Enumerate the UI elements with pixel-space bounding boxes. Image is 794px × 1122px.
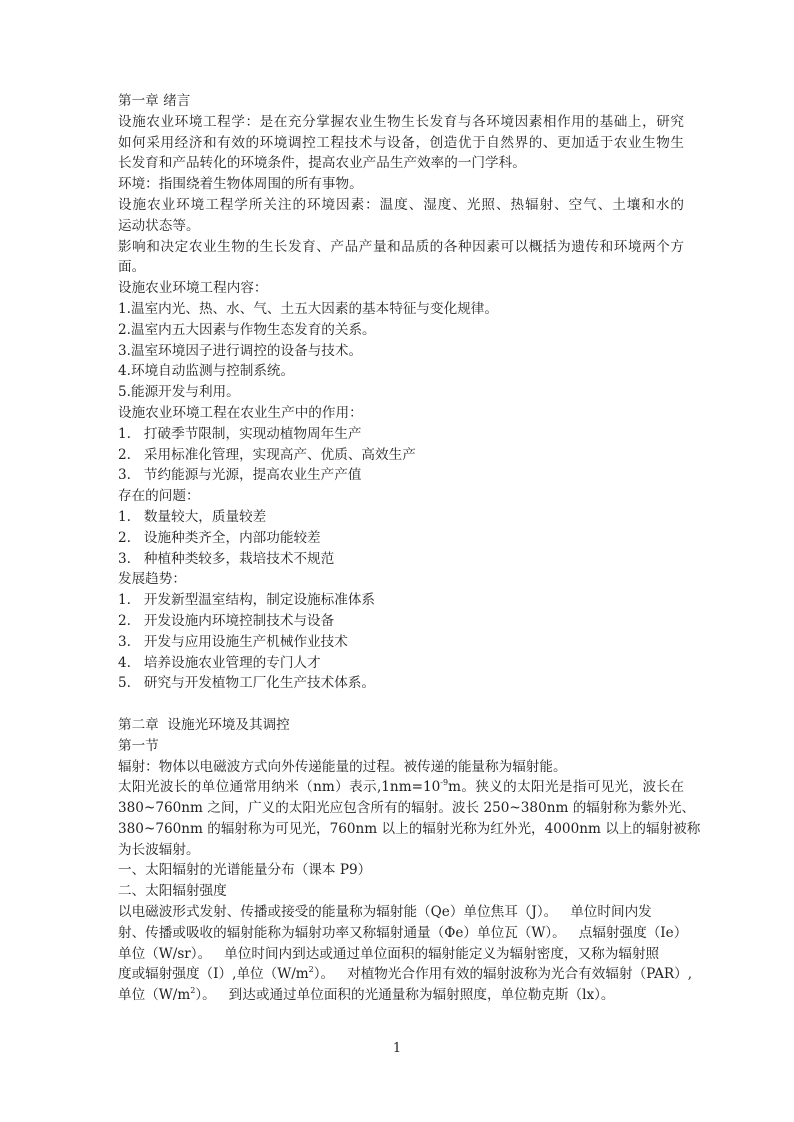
text-line: 射、传播或吸收的辐射能称为辐射功率又称辐射通量（Φe）单位瓦（W）。 点辐射强度（Ie） bbox=[118, 924, 688, 941]
list-item: 5.能源开发与利用。 bbox=[118, 384, 240, 401]
text-line bbox=[118, 777, 684, 798]
text-line: 以电磁波形式发射、传播或接受的能量称为辐射能（Qe）单位焦耳（J）。 单位时间内发 bbox=[118, 904, 652, 921]
superscript: -9 bbox=[440, 778, 449, 788]
list-item: 3. 种植种类较多，栽培技术不规范 bbox=[118, 550, 335, 567]
text-line: 环境：指围绕着生物体周围的所有事物。 bbox=[118, 176, 363, 193]
list-item: 1. 数量较大，质量较差 bbox=[118, 508, 267, 525]
text-line bbox=[118, 964, 693, 985]
section-title: 第一节 bbox=[118, 737, 159, 754]
text-segment: 度或辐射强度（I）,单位（W/m bbox=[118, 966, 309, 983]
text-line: 辐射：物体以电磁波方式向外传递能量的过程。被传递的能量称为辐射能。 bbox=[118, 758, 567, 775]
text-line: 长发育和产品转化的环境条件，提高农业产品生产效率的一门学科。 bbox=[118, 155, 526, 172]
text-line: 单位（W/sr）。 单位时间内到达或通过单位面积的辐射能定义为辐射密度，又称为辐射照 bbox=[118, 945, 660, 962]
text-line: 为长波辐射。 bbox=[118, 841, 200, 858]
chapter-1-title: 第一章 绪言 bbox=[118, 93, 191, 109]
list-item: 2.温室内五大因素与作物生态发育的关系。 bbox=[118, 321, 376, 338]
page-number: 1 bbox=[392, 1041, 402, 1056]
text-segment: 太阳光波长的单位通常用纳米（nm）表示,1nm=10 bbox=[118, 779, 441, 796]
document-page bbox=[118, 91, 701, 1006]
text-line: 影响和决定农业生物的生长发育、产品产量和品质的各种因素可以概括为遗传和环境两个方 bbox=[118, 238, 684, 255]
text-segment: 单位（W/m bbox=[118, 987, 191, 1004]
text-line: 设施农业环境工程学所关注的环境因素：温度、湿度、光照、热辐射、空气、土壤和水的 bbox=[118, 196, 684, 213]
text-line: 380~760nm 的辐射称为可见光，760nm 以上的辐射光称为红外光，4000nm 以上的辐射被称 bbox=[118, 820, 701, 837]
list-item: 3. 开发与应用设施生产机械作业技术 bbox=[118, 633, 348, 650]
list-item: 1.温室内光、热、水、气、土五大因素的基本特征与变化规律。 bbox=[118, 300, 498, 317]
list-item: 1. 打破季节限制，实现动植物周年生产 bbox=[118, 425, 362, 442]
superscript: 2 bbox=[308, 965, 314, 975]
text-line: 运动状态等。 bbox=[118, 217, 200, 234]
list-item: 2. 设施种类齐全，内部功能较差 bbox=[118, 529, 321, 546]
text-line: 380~760nm 之间，广义的太阳光应包含所有的辐射。波长 250~380nm 的辐射称为紫外光、 bbox=[118, 800, 696, 817]
list-item: 4.环境自动监测与控制系统。 bbox=[118, 363, 295, 380]
list-item: 3. 节约能源与光源，提高农业生产产值 bbox=[118, 467, 362, 484]
list-item: 4. 培养设施农业管理的专门人才 bbox=[118, 654, 321, 671]
text-line: 发展趋势： bbox=[118, 571, 186, 588]
text-line: 设施农业环境工程内容： bbox=[118, 280, 268, 297]
list-item: 1. 开发新型温室结构，制定设施标准体系 bbox=[118, 592, 376, 609]
text-line: 面。 bbox=[118, 259, 146, 276]
list-item: 2. 开发设施内环境控制技术与设备 bbox=[118, 612, 335, 629]
list-item: 3.温室环境因子进行调控的设备与技术。 bbox=[118, 342, 363, 359]
heading-2: 二、太阳辐射强度 bbox=[118, 883, 227, 900]
text-line bbox=[118, 985, 684, 1006]
spacer bbox=[118, 694, 684, 715]
text-segment: ）。 对植物光合作用有效的辐射波称为光合有效辐射（PAR）, bbox=[313, 966, 693, 983]
text-segment: ）。 到达或通过单位面积的光通量称为辐射照度，单位勒克斯（lx）。 bbox=[195, 987, 615, 1004]
list-item: 5. 研究与开发植物工厂化生产技术体系。 bbox=[118, 675, 376, 692]
superscript: 2 bbox=[190, 986, 196, 996]
text-line: 如何采用经济和有效的环境调控工程技术与设备，创造优于自然界的、更加适于农业生物生 bbox=[118, 134, 684, 151]
text-line: 设施农业环境工程学：是在充分掌握农业生物生长发育与各环境因素相作用的基础上，研究 bbox=[118, 113, 684, 130]
list-item: 2. 采用标准化管理，实现高产、优质、高效生产 bbox=[118, 446, 416, 463]
heading-1: 一、太阳辐射的光谱能量分布（课本 P9） bbox=[118, 862, 372, 879]
text-line: 设施农业环境工程在农业生产中的作用： bbox=[118, 404, 363, 421]
text-segment: m。狭义的太阳光是指可见光，波长在 bbox=[448, 779, 685, 796]
chapter-2-title: 第二章 设施光环境及其调控 bbox=[118, 716, 290, 733]
text-line: 存在的问题： bbox=[118, 488, 200, 505]
